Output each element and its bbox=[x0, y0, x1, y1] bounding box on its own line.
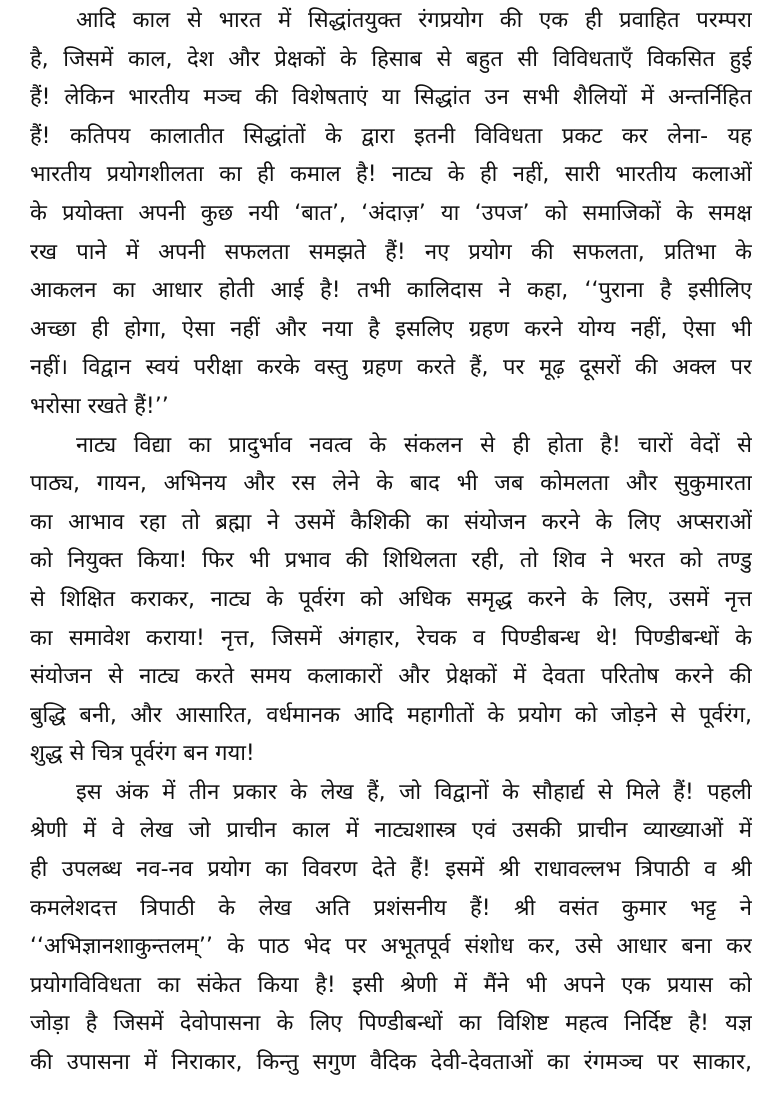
text-line: ही उपलब्ध नव-नव प्रयोग का विवरण देते हैं! इसमें श्री राधावल्लभ त्रिपाठी व श्री bbox=[30, 857, 752, 883]
document-page bbox=[30, 0, 752, 1108]
text-line: नहीं। विद्वान स्वयं परीक्षा करके वस्तु ग्रहण करते हैं, पर मूढ़ दूसरों की अक्ल पर bbox=[30, 355, 752, 381]
text-line: हैं! लेकिन भारतीय मञ्च की विशेषताएं या सिद्धांत उन सभी शैलियों में अन्तर्निहित bbox=[30, 85, 752, 111]
text-line: के प्रयोक्ता अपनी कुछ नयी ‘बात’, ‘अंदाज़’ या ‘उपज’ को समाजिकों के समक्ष bbox=[30, 200, 752, 226]
text-line: भारतीय प्रयोगशीलता का ही कमाल है! नाट्य के ही नहीं, सारी भारतीय कलाओं bbox=[30, 162, 752, 188]
text-line: कमलेशदत्त त्रिपाठी के लेख अति प्रशंसनीय हैं! श्री वसंत कुमार भट्ट ने bbox=[30, 895, 752, 921]
text-line: है, जिसमें काल, देश और प्रेक्षकों के हिसाब से बहुत सी विविधताएँ विकसित हुई bbox=[30, 46, 752, 72]
text-line: से शिक्षित कराकर, नाट्य के पूर्वरंग को अधिक समृद्ध करने के लिए, उसमें नृत्त bbox=[30, 586, 752, 612]
paragraph-1 bbox=[30, 0, 752, 427]
text-line: आकलन का आधार होती आई है! तभी कालिदास ने कहा, ‘‘पुराना है इसीलिए bbox=[30, 278, 752, 304]
text-line: संयोजन से नाट्य करते समय कलाकारों और प्रेक्षकों में देवता परितोष करने की bbox=[30, 664, 752, 690]
text-line: अच्छा ही होगा, ऐसा नहीं और नया है इसलिए ग्रहण करने योग्य नहीं, ऐसा भी bbox=[30, 316, 752, 342]
text-line: शुद्ध से चित्र पूर्वरंग बन गया! bbox=[30, 741, 255, 767]
text-line: प्रयोगविविधता का संकेत किया है! इसी श्रेणी में मैंने भी अपने एक प्रयास को bbox=[30, 972, 752, 998]
text-line: की उपासना में निराकार, किन्तु सगुण वैदिक देवी-देवताओं का रंगमञ्च पर साकार, bbox=[30, 1050, 752, 1076]
text-line: आदि काल से भारत में सिद्धांतयुक्त रंगप्रयोग की एक ही प्रवाहित परम्परा bbox=[76, 8, 752, 33]
text-line: ‘‘अभिज्ञानशाकुन्तलम्’’ के पाठ भेद पर अभूतपूर्व संशोध कर, उसे आधार बना कर bbox=[30, 934, 752, 960]
text-line: श्रेणी में वे लेख जो प्राचीन काल में नाट्यशास्त्र एवं उसकी प्राचीन व्याख्याओं में bbox=[30, 818, 752, 844]
paragraph-2 bbox=[30, 427, 752, 774]
text-line: बुद्धि बनी, और आसारित, वर्धमानक आदि महागीतों के प्रयोग को जोड़ने से पूर्वरंग, bbox=[30, 702, 752, 728]
text-line: रख पाने में अपनी सफलता समझते हैं! नए प्रयोग की सफलता, प्रतिभा के bbox=[30, 239, 752, 265]
text-line: का आभाव रहा तो ब्रह्मा ने उसमें कैशिकी का संयोजन करने के लिए अप्सराओं bbox=[30, 509, 752, 535]
text-line: नाट्य विद्या का प्रादुर्भाव नवत्व के संकलन से ही होता है! चारों वेदों से bbox=[76, 432, 752, 458]
text-line: हैं! कतिपय कालातीत सिद्धांतों के द्वारा इतनी विविधता प्रकट कर लेना- यह bbox=[30, 123, 752, 149]
text-line: इस अंक में तीन प्रकार के लेख हैं, जो विद्वानों के सौहार्द्य से मिले हैं! पहली bbox=[76, 779, 752, 805]
text-line: को नियुक्त किया! फिर भी प्रभाव की शिथिलता रही, तो शिव ने भरत को तण्डु bbox=[30, 548, 752, 574]
text-line: का समावेश कराया! नृत्त, जिसमें अंगहार, रेचक व पिण्डीबन्ध थे! पिण्डीबन्धों के bbox=[30, 625, 752, 651]
paragraph-3 bbox=[30, 774, 752, 1083]
text-line: भरोसा रखते हैं!’’ bbox=[30, 393, 169, 419]
text-line: पाठ्य, गायन, अभिनय और रस लेने के बाद भी जब कोमलता और सुकुमारता bbox=[30, 471, 752, 497]
text-line: जोड़ा है जिसमें देवोपासना के लिए पिण्डीबन्धों का विशिष्ट महत्व निर्दिष्ट है! यज्ञ bbox=[30, 1011, 752, 1037]
